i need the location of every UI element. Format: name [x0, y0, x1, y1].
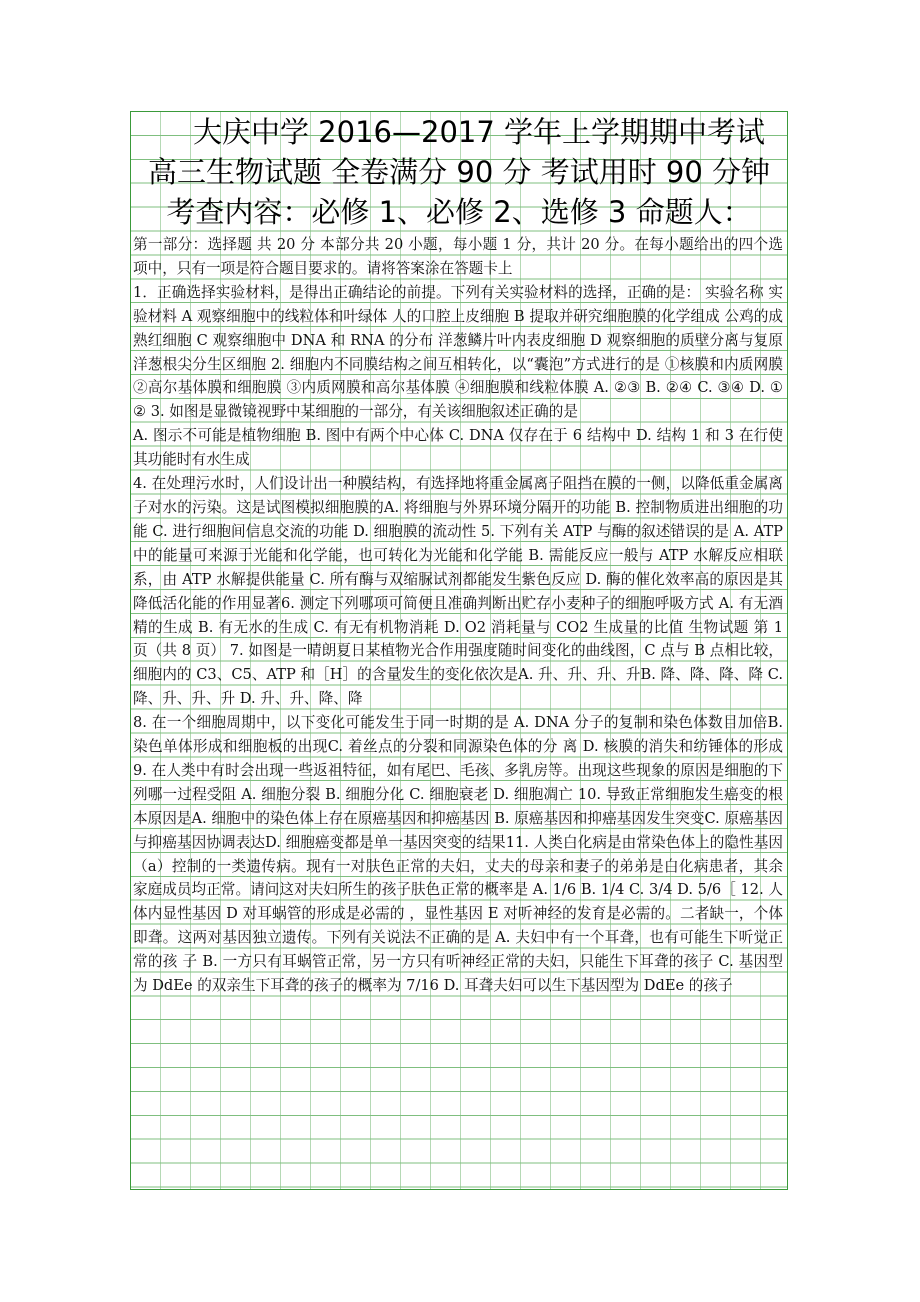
paragraph-q1-3: 1．正确选择实验材料，是得出正确结论的前提。下列有关实验材料的选择，正确的是： 实验名称 实验材料 A 观察细胞中的线粒体和叶绿体 人的口腔上皮细胞 B 提取并研究细胞膜的化学组成 公鸡的成熟红细胞 C 观察细胞中 DNA 和 RNA 的分布 洋葱鳞片叶内表皮细胞 D 观察细胞的质壁分离与复原 洋葱根尖分生区细胞 2. 细胞内不同膜结构之间互相转化，以“囊泡”方式进行的是 ①核膜和内质网膜 ②高尔基体膜和细胞膜 ③内质网膜和高尔基体膜 ④细胞膜和线粒体膜 A. ②③ B. ②④ C. ③④ D. ①② 3. 如图是显微镜视野中某细胞的一部分，有关该细胞叙述正确的是 — [133, 283, 783, 421]
paragraph-q4-7: 4. 在处理污水时，人们设计出一种膜结构，有选择地将重金属离子阻挡在膜的一侧，以降低重金属离子对水的污染。这是试图模拟细胞膜的A. 将细胞与外界环境分隔开的功能 B. 控制物质进出细胞的功能 C. 进行细胞间信息交流的功能 D. 细胞膜的流动性 5. 下列有关 ATP 与酶的叙述错误的是 A. ATP 中的能量可来源于光能和化学能，也可转化为光能和化学能 B. 需能反应一般与 ATP 水解反应相联系，由 ATP 水解提供能量 C. 所有酶与双缩脲试剂都能发生紫色反应 D. 酶的催化效率高的原因是其降低活化能的作用显著6. 测定下列哪项可简便且准确判断出贮存小麦种子的细胞呼吸方式 A. 有无酒精的生成 B. 有无水的生成 C. 有无有机物消耗 D. O2 消耗量与 CO2 生成量的比值 生物试题 第 1 页（共 8 页） 7. 如图是一晴朗夏日某植物光合作用强度随时间变化的曲线图，C 点与 B 点相比较，细胞内的 C3、C5、ATP 和［H］的含量发生的变化依次是A. 升、升、升、升B. 降、降、降、降 C. 降、升、升、升 D. 升、升、降、降 — [133, 475, 783, 708]
paragraph-q3-options: A. 图示不可能是植物细胞 B. 图中有两个中心体 C. DNA 仅存在于 6 结构中 D. 结构 1 和 3 在行使其功能时有水生成 — [133, 427, 783, 469]
paragraph-intro: 第一部分：选择题 共 20 分 本部分共 20 小题，每小题 1 分，共计 20 分。在每小题给出的四个选项中，只有一项是符合题目要求的。请将答案涂在答题卡上 — [133, 236, 783, 277]
paragraph-q8-12: 8. 在一个细胞周期中，以下变化可能发生于同一时期的是 A. DNA 分子的复制和染色体数目加倍B. 染色单体形成和细胞板的出现C. 着丝点的分裂和同源染色体的分 离 D. 核膜的消失和纺锤体的形成 9. 在人类中有时会出现一些返祖特征，如有尾巴、毛孩、多乳房等。出现这些现象的原因是细胞的下列哪一过程受阻 A. 细胞分裂 B. 细胞分化 C. 细胞衰老 D. 细胞凋亡 10. 导致正常细胞发生癌变的根本原因是A. 细胞中的染色体上存在原癌基因和抑癌基因 B. 原癌基因和抑癌基因发生突变C. 原癌基因与抑癌基因协调表达D. 细胞癌变都是单一基因突变的结果11. 人类白化病是由常染色体上的隐性基因（a）控制的一类遗传病。现有一对肤色正常的夫妇，丈夫的母亲和妻子的弟弟是白化病患者，其余家庭成员均正常。请问这对夫妇所生的孩子肤色正常的概率是 A. 1/6 B. 1/4 C. 3/4 D. 5/6［ 12. 人体内显性基因 D 对耳蜗管的形成是必需的 ，显性基因 E 对听神经的发育是必需的。二者缺一，个体即聋。这两对基因独立遗传。下列有关说法不正确的是 A. 夫妇中有一个耳聋，也有可能生下听觉正常的孩 子 B. 一方只有耳蜗管正常，另一方只有听神经正常的夫妇，只能生下耳聋的孩子 C. 基因型为 DdEe 的双亲生下耳聋的孩子的概率为 7/16 D. 耳聋夫妇可以生下基因型为 DdEe 的孩子 — [133, 714, 783, 995]
page-subtitle: 高三生物试题 全卷满分 90 分 考试用时 90 分钟 — [147, 155, 771, 189]
page-title: 大庆中学 2016—2017 学年上学期期中考试 — [192, 115, 766, 149]
title-block — [131, 112, 787, 232]
document-body — [133, 233, 783, 998]
page-subtitle-info: 考查内容：必修 1、必修 2、选修 3 命题人： — [166, 195, 752, 229]
document-page — [130, 111, 788, 1190]
